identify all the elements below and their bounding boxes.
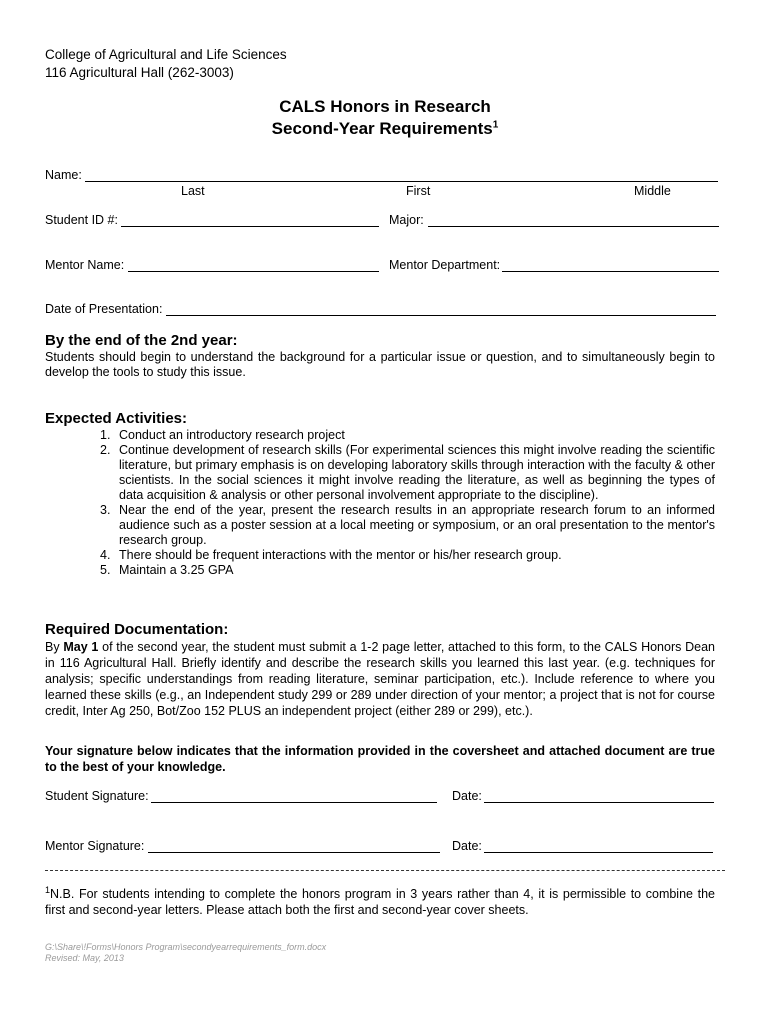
footnote-number: 1 [45,885,51,895]
footnote-marker: 1 [492,119,499,131]
end-of-year-heading: By the end of the 2nd year: [45,332,238,349]
page-subtitle: Second-Year Requirements$^1$ [271,119,499,138]
activities-heading: Expected Activities: [45,410,187,427]
list-item: 4. There should be frequent interactions with the mentor or his/her research group. [100,548,562,562]
college-name: College of Agricultural and Life Sciences [45,47,287,62]
mentor-department-label: Mentor Department: [389,258,501,272]
file-path: G:\Share\!Forms\Honors Program\secondyearrequirements_form.docx [45,942,327,952]
documentation-heading: Required Documentation: [45,621,229,638]
list-item: 5. Maintain a 3.25 GPA [100,563,234,577]
mentor-name-label: Mentor Name: [45,258,125,272]
documentation-text: By May 1 of the second year, the student must submit a 1-2 page letter, attached to this form, to the CALS Honors Dean in 116 Agricultural Hall. Briefly identify and describe the research skills you learned this last year. (e.g. techniques for analysis; specific understandings from reading literature, seminar participation, etc.). Include reference to where you learned these skills (e.g., an Independent study 299 or 289 under direction of your mentor; a project that is not for course credit, Inter Ag 250, Bot/Zoo 152 PLUS an independent project (either 289 or 299), etc.). [45,640,715,718]
footnote-separator [45,870,725,871]
mentor-date-label: Date: [452,839,482,853]
student-id-label: Student ID #: [45,213,118,227]
list-item: 2. Continue development of research skills (For experimental sciences this might involve reading the scientific literature, but primary emphasis is on developing laboratory skills through interaction with the faculty & other scientists. In the social sciences it might involve reading the literature, as well as beginning the types of data acquisition & analysis or other personal involvement appropriate to the discipline). [100,443,715,502]
list-item: 3. Near the end of the year, present the research results in an appropriate research forum to an informed audience such as a poster session at a local meeting or symposium, or an oral presentation to the mentor's research group. [100,503,715,547]
name-field[interactable] [85,181,718,182]
signature-statement: Your signature below indicates that the information provided in the coversheet and attached document are true to the best of your knowledge. [45,744,715,774]
end-of-year-text: Students should begin to understand the background for a particular issue or question, and to simultaneously begin to develop the tools to study this issue. [45,350,715,379]
revised-date: Revised: May, 2013 [45,953,124,963]
mentor-department-field[interactable] [502,271,719,272]
student-signature-label: Student Signature: [45,789,149,803]
student-date-field[interactable] [484,802,714,803]
middle-label: Middle [634,184,671,198]
activities-list [100,428,715,578]
major-label: Major: [389,213,424,227]
last-label: Last [181,184,205,198]
date-presentation-field[interactable] [166,315,716,316]
mentor-name-field[interactable] [128,271,379,272]
first-label: First [406,184,431,198]
date-presentation-label: Date of Presentation: [45,302,163,316]
footnote: $^1$N.B. For students intending to complete the honors program in 3 years rather than 4, it is permissible to combine the first and second-year letters. Please attach both the first and second-year cover sheets. [45,885,715,918]
student-signature-field[interactable] [151,802,437,803]
mentor-signature-label: Mentor Signature: [45,839,145,853]
mentor-signature-field[interactable] [148,852,440,853]
student-date-label: Date: [452,789,482,803]
name-label: Name: [45,168,82,182]
list-item: 1. Conduct an introductory research project [100,428,345,442]
page-title: CALS Honors in Research [279,97,491,116]
student-id-field[interactable] [121,226,379,227]
major-field[interactable] [428,226,719,227]
mentor-date-field[interactable] [484,852,713,853]
deadline-date: May 1 [63,640,99,654]
college-address: 116 Agricultural Hall (262-3003) [45,65,234,80]
